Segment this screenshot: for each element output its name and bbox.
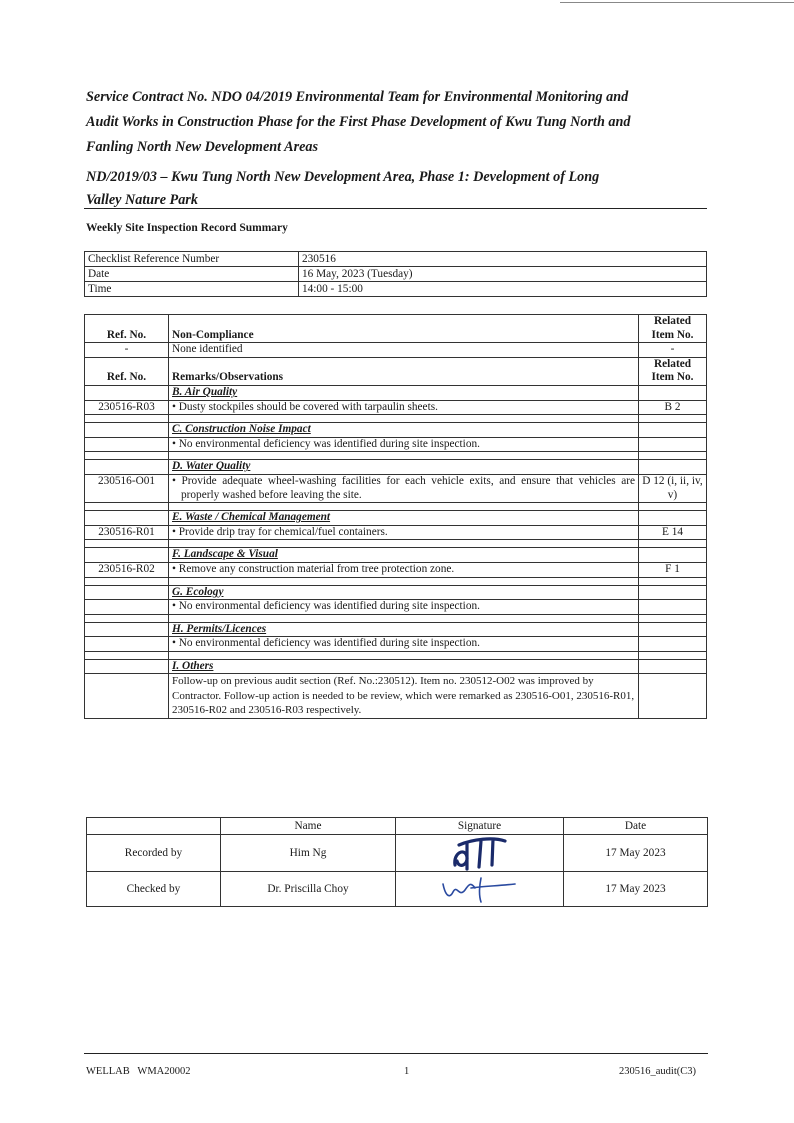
date-header: Date bbox=[564, 818, 708, 835]
section-title-permits: H. Permits/Licences bbox=[169, 622, 639, 637]
empty-cell bbox=[639, 437, 707, 452]
empty-cell bbox=[169, 503, 639, 511]
date-label: Date bbox=[85, 267, 299, 282]
empty-cell bbox=[85, 540, 169, 548]
finding-text: • Dusty stockpiles should be covered with tarpaulin sheets. bbox=[169, 400, 639, 415]
footer-file-reference: 230516_audit(C3) bbox=[619, 1066, 696, 1077]
handwritten-signature-icon bbox=[435, 874, 525, 904]
recorded-by-date: 17 May 2023 bbox=[564, 835, 708, 872]
empty-cell bbox=[639, 460, 707, 475]
empty-cell bbox=[85, 674, 169, 719]
empty-cell bbox=[85, 423, 169, 438]
empty-cell bbox=[639, 452, 707, 460]
signature-header-row bbox=[87, 818, 708, 835]
time-row bbox=[85, 282, 707, 297]
finding-text: • Provide adequate wheel-washing facilities for each vehicle exits, and ensure that vehicles are properly washed before leaving the site. bbox=[169, 474, 639, 502]
inspection-info-table bbox=[84, 251, 707, 297]
spacer-row bbox=[85, 452, 707, 460]
section-title-water-quality: D. Water Quality bbox=[169, 460, 639, 475]
section-title-others: I. Others bbox=[169, 659, 639, 674]
ref-no-header-2: Ref. No. bbox=[85, 357, 169, 385]
section-title-row bbox=[85, 548, 707, 563]
nc-related: - bbox=[639, 343, 707, 358]
empty-cell bbox=[639, 385, 707, 400]
summary-title: Weekly Site Inspection Record Summary bbox=[86, 222, 288, 234]
page-number: 1 bbox=[404, 1066, 410, 1077]
non-compliance-header-row bbox=[85, 315, 707, 343]
empty-cell bbox=[639, 548, 707, 563]
finding-text: • Remove any construction material from tree protection zone. bbox=[169, 562, 639, 577]
empty-cell bbox=[639, 674, 707, 719]
checklist-label: Checklist Reference Number bbox=[85, 252, 299, 267]
date-row bbox=[85, 267, 707, 282]
contract-title-line-2: Audit Works in Construction Phase for the First Phase Development of Kwu Tung North and bbox=[86, 114, 631, 130]
recorded-by-label: Recorded by bbox=[87, 835, 221, 872]
top-edge-rule bbox=[560, 2, 794, 3]
recorded-by-signature bbox=[396, 835, 564, 872]
contract-title-line-3: Fanling North New Development Areas bbox=[86, 139, 319, 155]
footer-divider bbox=[84, 1053, 708, 1054]
document-header bbox=[86, 85, 706, 212]
finding-row bbox=[85, 525, 707, 540]
footer-document-code: WELLAB WMA20002 bbox=[86, 1066, 191, 1077]
finding-row bbox=[85, 474, 707, 502]
checklist-value: 230516 bbox=[299, 252, 707, 267]
recorded-by-name: Him Ng bbox=[221, 835, 396, 872]
finding-row bbox=[85, 562, 707, 577]
empty-cell bbox=[85, 577, 169, 585]
empty-cell bbox=[85, 503, 169, 511]
ref-no-header: Ref. No. bbox=[85, 315, 169, 343]
checked-by-signature bbox=[396, 872, 564, 907]
finding-related: B 2 bbox=[639, 400, 707, 415]
finding-related: E 14 bbox=[639, 525, 707, 540]
handwritten-signature-icon bbox=[445, 835, 515, 871]
finding-row bbox=[85, 674, 707, 719]
empty-cell bbox=[639, 622, 707, 637]
checked-by-label: Checked by bbox=[87, 872, 221, 907]
finding-row bbox=[85, 600, 707, 615]
finding-ref: 230516-O01 bbox=[85, 474, 169, 502]
empty-cell bbox=[85, 548, 169, 563]
time-value: 14:00 - 15:00 bbox=[299, 282, 707, 297]
checked-by-date: 17 May 2023 bbox=[564, 872, 708, 907]
finding-text: Follow-up on previous audit section (Ref. No.:230512). Item no. 230512-O02 was improved by Contractor. Follow-up action is needed to be review, which were remarked as 230516-O01, 230516-R01, 230516-R02 and 230516-R03 respectively. bbox=[169, 674, 639, 719]
recorded-by-row bbox=[87, 835, 708, 872]
finding-ref: 230516-R02 bbox=[85, 562, 169, 577]
empty-cell bbox=[169, 415, 639, 423]
spacer-row bbox=[85, 614, 707, 622]
project-subtitle bbox=[86, 166, 706, 212]
empty-cell bbox=[169, 452, 639, 460]
empty-cell bbox=[639, 659, 707, 674]
signature-table bbox=[86, 817, 708, 907]
finding-text: • No environmental deficiency was identified during site inspection. bbox=[169, 600, 639, 615]
finding-text: • Provide drip tray for chemical/fuel containers. bbox=[169, 525, 639, 540]
checked-by-row bbox=[87, 872, 708, 907]
name-header: Name bbox=[221, 818, 396, 835]
nc-text: None identified bbox=[169, 343, 639, 358]
empty-cell bbox=[639, 651, 707, 659]
empty-cell bbox=[639, 585, 707, 600]
non-compliance-header: Non-Compliance bbox=[169, 315, 639, 343]
time-label: Time bbox=[85, 282, 299, 297]
section-title-row bbox=[85, 585, 707, 600]
empty-cell bbox=[169, 614, 639, 622]
related-item-header: Related Item No. bbox=[639, 315, 707, 343]
project-subtitle-line-2: Valley Nature Park bbox=[86, 192, 198, 208]
inspection-findings-table bbox=[84, 314, 707, 719]
finding-ref: 230516-R03 bbox=[85, 400, 169, 415]
section-title-air-quality: B. Air Quality bbox=[169, 385, 639, 400]
checklist-row bbox=[85, 252, 707, 267]
contract-title-line-1: Service Contract No. NDO 04/2019 Environmental Team for Environmental Monitoring and bbox=[86, 89, 629, 105]
finding-text: • No environmental deficiency was identified during site inspection. bbox=[169, 437, 639, 452]
project-subtitle-line-1: ND/2019/03 – Kwu Tung North New Development Area, Phase 1: Development of Long bbox=[86, 169, 600, 185]
section-title-ecology: G. Ecology bbox=[169, 585, 639, 600]
spacer-row bbox=[85, 540, 707, 548]
empty-cell bbox=[85, 452, 169, 460]
empty-cell bbox=[639, 637, 707, 652]
finding-row bbox=[85, 400, 707, 415]
empty-cell bbox=[639, 511, 707, 526]
header-divider bbox=[84, 208, 707, 209]
empty-cell bbox=[85, 460, 169, 475]
nc-ref: - bbox=[85, 343, 169, 358]
empty-cell bbox=[169, 577, 639, 585]
spacer-row bbox=[85, 415, 707, 423]
spacer-row bbox=[85, 577, 707, 585]
empty-cell bbox=[85, 511, 169, 526]
empty-cell bbox=[639, 423, 707, 438]
finding-ref: 230516-R01 bbox=[85, 525, 169, 540]
remarks-header-row bbox=[85, 357, 707, 385]
empty-cell bbox=[169, 540, 639, 548]
remarks-header: Remarks/Observations bbox=[169, 357, 639, 385]
empty-cell bbox=[639, 503, 707, 511]
finding-related: F 1 bbox=[639, 562, 707, 577]
section-title-row bbox=[85, 460, 707, 475]
section-title-noise: C. Construction Noise Impact bbox=[169, 423, 639, 438]
empty-cell bbox=[85, 614, 169, 622]
empty-cell bbox=[85, 585, 169, 600]
signature-header: Signature bbox=[396, 818, 564, 835]
empty-cell bbox=[639, 577, 707, 585]
date-value: 16 May, 2023 (Tuesday) bbox=[299, 267, 707, 282]
spacer-row bbox=[85, 503, 707, 511]
section-title-row bbox=[85, 385, 707, 400]
empty-cell bbox=[85, 600, 169, 615]
empty-cell bbox=[85, 415, 169, 423]
empty-cell bbox=[639, 415, 707, 423]
related-item-header-2: Related Item No. bbox=[639, 357, 707, 385]
empty-cell bbox=[85, 659, 169, 674]
empty-cell bbox=[85, 385, 169, 400]
section-title-row bbox=[85, 659, 707, 674]
finding-related: D 12 (i, ii, iv, v) bbox=[639, 474, 707, 502]
finding-text: • No environmental deficiency was identified during site inspection. bbox=[169, 637, 639, 652]
non-compliance-row bbox=[85, 343, 707, 358]
empty-cell bbox=[85, 437, 169, 452]
empty-cell bbox=[169, 651, 639, 659]
checked-by-name: Dr. Priscilla Choy bbox=[221, 872, 396, 907]
section-title-landscape: F. Landscape & Visual bbox=[169, 548, 639, 563]
finding-row bbox=[85, 437, 707, 452]
section-title-row bbox=[85, 511, 707, 526]
empty-cell bbox=[639, 614, 707, 622]
section-title-waste: E. Waste / Chemical Management bbox=[169, 511, 639, 526]
empty-cell bbox=[87, 818, 221, 835]
empty-cell bbox=[639, 600, 707, 615]
empty-cell bbox=[85, 622, 169, 637]
section-title-row bbox=[85, 423, 707, 438]
finding-row bbox=[85, 637, 707, 652]
empty-cell bbox=[85, 651, 169, 659]
section-title-row bbox=[85, 622, 707, 637]
spacer-row bbox=[85, 651, 707, 659]
empty-cell bbox=[85, 637, 169, 652]
empty-cell bbox=[639, 540, 707, 548]
